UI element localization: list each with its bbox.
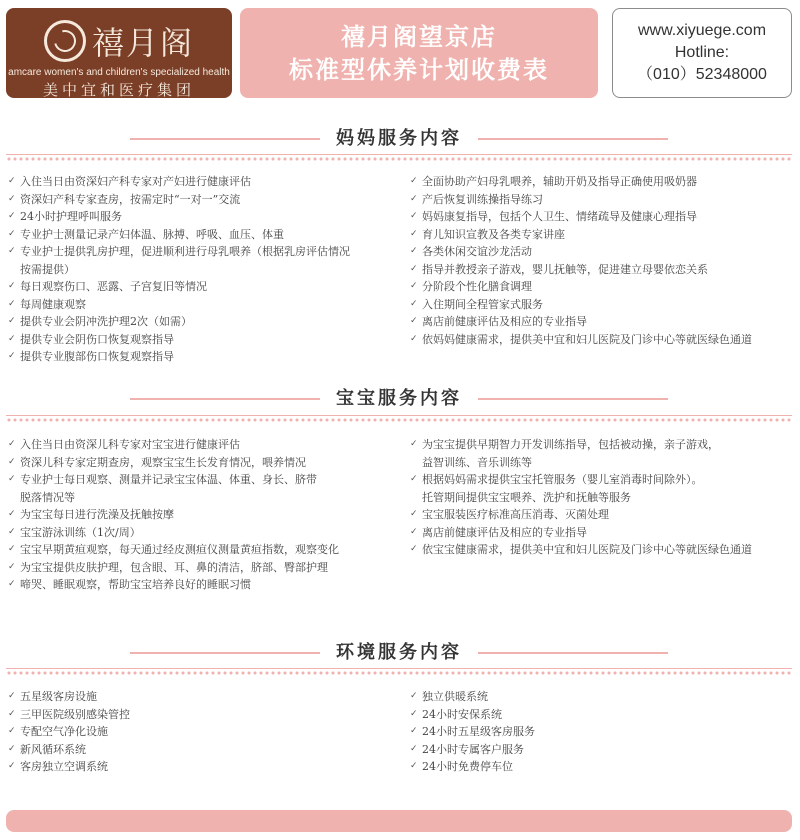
- check-icon: ✓: [410, 526, 418, 537]
- section-divider: [6, 415, 792, 423]
- page-title-line2: 标准型休养计划收费表: [289, 56, 549, 84]
- list-item-text: 提供专业腹部伤口恢复观察指导: [20, 350, 174, 363]
- mother-services-left: [8, 173, 400, 366]
- check-icon: ✓: [8, 761, 16, 771]
- list-item-text: 专业护士每日观察、测量并记录宝宝体温、体重、身长、脐带 脱落情况等: [20, 473, 317, 504]
- logo-name: 禧月阁: [91, 24, 194, 62]
- list-item-text: 指导并教授亲子游戏，婴儿抚触等，促进建立母婴依恋关系: [422, 262, 708, 276]
- check-icon: ✓: [410, 544, 418, 554]
- list-item-text: 资深儿科专家定期查房，观察宝宝生长发育情况，喂养情况: [20, 455, 306, 469]
- list-item-text: 入住当日由资深儿科专家对宝宝进行健康评估: [20, 438, 240, 451]
- list-item-text: 离店前健康评估及相应的专业指导: [422, 315, 587, 328]
- list-item: [410, 331, 795, 349]
- list-item: [410, 524, 795, 542]
- list-item-text: 宝宝早期黄疸观察，每天通过经皮测疸仪测量黄疸指数，观察变化: [20, 543, 339, 556]
- list-item: [8, 348, 400, 366]
- list-item: [410, 226, 795, 244]
- list-item: [410, 758, 795, 776]
- check-icon: ✓: [410, 761, 418, 771]
- list-item-text: 24小时五星级客房服务: [422, 725, 535, 738]
- list-item: [8, 758, 400, 776]
- section-heading-baby: [0, 388, 800, 410]
- list-item-text: 24小时免费停车位: [422, 760, 513, 773]
- check-icon: ✓: [8, 509, 16, 519]
- baby-services-right: [410, 436, 795, 559]
- list-item-text: 为宝宝提供早期智力开发训练指导，包括被动操，亲子游戏， 益智训练、音乐训练等: [422, 438, 719, 469]
- website-link[interactable]: www.xiyuege.com: [637, 22, 767, 39]
- check-icon: ✓: [8, 193, 16, 204]
- list-item-text: 24小时专属客户服务: [422, 742, 524, 756]
- check-icon: ✓: [410, 193, 418, 204]
- list-item-text: 离店前健康评估及相应的专业指导: [422, 525, 587, 539]
- list-item: [8, 436, 400, 454]
- list-item-text: 产后恢复训练操指导练习: [422, 192, 543, 206]
- check-icon: ✓: [410, 281, 418, 291]
- list-item-text: 根据妈妈需求提供宝宝托管服务（婴儿室消毒时间除外）。 托管期间提供宝宝喂养、洗护和抚触等服务: [422, 473, 703, 504]
- list-item: [410, 471, 795, 506]
- check-icon: ✓: [410, 708, 418, 719]
- list-item-text: 啼哭、睡眠观察，帮助宝宝培养良好的睡眠习惯: [20, 578, 251, 591]
- section-divider: [6, 154, 792, 162]
- list-item: [8, 208, 400, 226]
- mother-services-right: [410, 173, 795, 348]
- list-item-text: 宝宝服装医疗标准高压消毒、灭菌处理: [422, 508, 609, 521]
- list-item: [410, 741, 795, 759]
- list-item: [410, 723, 795, 741]
- list-item: [8, 506, 400, 524]
- list-item: [410, 506, 795, 524]
- check-icon: ✓: [8, 526, 16, 537]
- list-item: [8, 226, 400, 244]
- check-icon: ✓: [410, 316, 418, 326]
- list-item-text: 依宝宝健康需求，提供美中宜和妇儿医院及门诊中心等就医绿色通道: [422, 543, 752, 556]
- list-item-text: 独立供暖系统: [422, 690, 488, 703]
- list-item: [8, 559, 400, 577]
- check-icon: ✓: [410, 263, 418, 274]
- check-icon: ✓: [410, 211, 418, 221]
- section-title: 环境服务内容: [336, 642, 462, 663]
- list-item: [410, 191, 795, 209]
- list-item-text: 各类休闲交谊沙龙活动: [422, 245, 532, 258]
- section-title: 宝宝服务内容: [336, 388, 462, 409]
- check-icon: ✓: [410, 176, 418, 186]
- logo-english-tagline: amcare women's and children's specialized health: [8, 67, 230, 78]
- list-item: [8, 278, 400, 296]
- list-item: [8, 173, 400, 191]
- hotline-number[interactable]: （010）52348000: [637, 66, 767, 83]
- swirl-logo-icon: [44, 20, 86, 62]
- check-icon: ✓: [8, 316, 16, 326]
- check-icon: ✓: [410, 509, 418, 519]
- check-icon: ✓: [410, 333, 418, 344]
- section-divider: [6, 668, 792, 676]
- list-item: [8, 576, 400, 594]
- environment-services-left: [8, 688, 400, 776]
- check-icon: ✓: [8, 211, 16, 221]
- list-item: [8, 243, 400, 278]
- list-item: [410, 208, 795, 226]
- footer-bar: [6, 810, 792, 832]
- check-icon: ✓: [8, 333, 16, 344]
- list-item: [410, 278, 795, 296]
- baby-services-left: [8, 436, 400, 594]
- list-item-text: 提供专业会阴伤口恢复观察指导: [20, 332, 174, 346]
- list-item-text: 五星级客房设施: [20, 690, 97, 703]
- check-icon: ✓: [8, 456, 16, 467]
- list-item-text: 为宝宝每日进行洗澡及抚触按摩: [20, 508, 174, 521]
- list-item: [8, 313, 400, 331]
- check-icon: ✓: [8, 246, 16, 256]
- list-item: [8, 454, 400, 472]
- list-item-text: 专配空气净化设施: [20, 725, 108, 738]
- check-icon: ✓: [410, 298, 418, 309]
- check-icon: ✓: [8, 281, 16, 291]
- list-item: [410, 243, 795, 261]
- list-item: [8, 471, 400, 506]
- check-icon: ✓: [8, 351, 16, 361]
- check-icon: ✓: [410, 743, 418, 754]
- list-item: [410, 313, 795, 331]
- list-item-text: 客房独立空调系统: [20, 760, 108, 773]
- list-item: [8, 741, 400, 759]
- list-item: [410, 706, 795, 724]
- list-item-text: 入住当日由资深妇产科专家对产妇进行健康评估: [20, 175, 251, 188]
- list-item-text: 24小时护理呼叫服务: [20, 210, 122, 223]
- list-item-text: 宝宝游泳训练（1次/周）: [20, 525, 141, 539]
- brand-logo: [6, 8, 232, 98]
- list-item: [8, 688, 400, 706]
- list-item-text: 资深妇产科专家查房，按需定时“一对一”交流: [20, 192, 241, 206]
- list-item: [8, 541, 400, 559]
- list-item-text: 育儿知识宣教及各类专家讲座: [422, 227, 565, 241]
- list-item: [8, 331, 400, 349]
- list-item-text: 专业护士提供乳房护理，促进顺利进行母乳喂养（根据乳房评估情况 按需提供）: [20, 245, 350, 276]
- list-item-text: 入住期间全程管家式服务: [422, 297, 543, 311]
- check-icon: ✓: [8, 228, 16, 239]
- check-icon: ✓: [8, 708, 16, 719]
- list-item: [410, 173, 795, 191]
- list-item: [410, 688, 795, 706]
- list-item-text: 三甲医院级别感染管控: [20, 707, 130, 721]
- check-icon: ✓: [410, 691, 418, 701]
- list-item-text: 依妈妈健康需求，提供美中宜和妇儿医院及门诊中心等就医绿色通道: [422, 332, 752, 346]
- page-title-line1: 禧月阁望京店: [341, 23, 497, 51]
- list-item: [410, 541, 795, 559]
- list-item-text: 妈妈康复指导，包括个人卫生、情绪疏导及健康心理指导: [422, 210, 697, 223]
- check-icon: ✓: [8, 743, 16, 754]
- list-item: [410, 261, 795, 279]
- check-icon: ✓: [8, 726, 16, 736]
- check-icon: ✓: [8, 474, 16, 484]
- list-item-text: 全面协助产妇母乳喂养，辅助开奶及指导正确使用吸奶器: [422, 175, 697, 188]
- check-icon: ✓: [8, 176, 16, 186]
- check-icon: ✓: [410, 246, 418, 256]
- list-item-text: 提供专业会阴冲洗护理2次（如需）: [20, 315, 192, 328]
- list-item-text: 新风循环系统: [20, 742, 86, 756]
- check-icon: ✓: [8, 691, 16, 701]
- check-icon: ✓: [410, 439, 418, 449]
- section-title: 妈妈服务内容: [336, 128, 462, 149]
- list-item-text: 专业护士测量记录产妇体温、脉搏、呼吸、血压、体重: [20, 227, 284, 241]
- logo-chinese-group: 美中宜和医疗集团: [42, 81, 195, 99]
- check-icon: ✓: [8, 561, 16, 572]
- list-item: [8, 524, 400, 542]
- check-icon: ✓: [8, 579, 16, 589]
- check-icon: ✓: [8, 298, 16, 309]
- list-item-text: 分阶段个性化膳食调理: [422, 280, 532, 293]
- list-item: [8, 706, 400, 724]
- list-item: [410, 296, 795, 314]
- list-item-text: 为宝宝提供皮肤护理，包含眼、耳、鼻的清洁，脐部、臀部护理: [20, 560, 328, 574]
- check-icon: ✓: [8, 439, 16, 449]
- list-item: [410, 436, 795, 471]
- section-heading-environment: [0, 642, 800, 664]
- check-icon: ✓: [410, 228, 418, 239]
- page-title-box: [240, 8, 598, 98]
- environment-services-right: [410, 688, 795, 776]
- list-item-text: 每周健康观察: [20, 297, 86, 311]
- hotline-label: Hotline:: [674, 44, 730, 61]
- section-heading-mother: [0, 128, 800, 150]
- check-icon: ✓: [410, 474, 418, 484]
- check-icon: ✓: [8, 544, 16, 554]
- list-item-text: 24小时安保系统: [422, 707, 502, 721]
- list-item: [8, 296, 400, 314]
- check-icon: ✓: [410, 726, 418, 736]
- list-item: [8, 191, 400, 209]
- contact-box: [612, 8, 792, 98]
- list-item: [8, 723, 400, 741]
- list-item-text: 每日观察伤口、恶露、子宫复旧等情况: [20, 280, 207, 293]
